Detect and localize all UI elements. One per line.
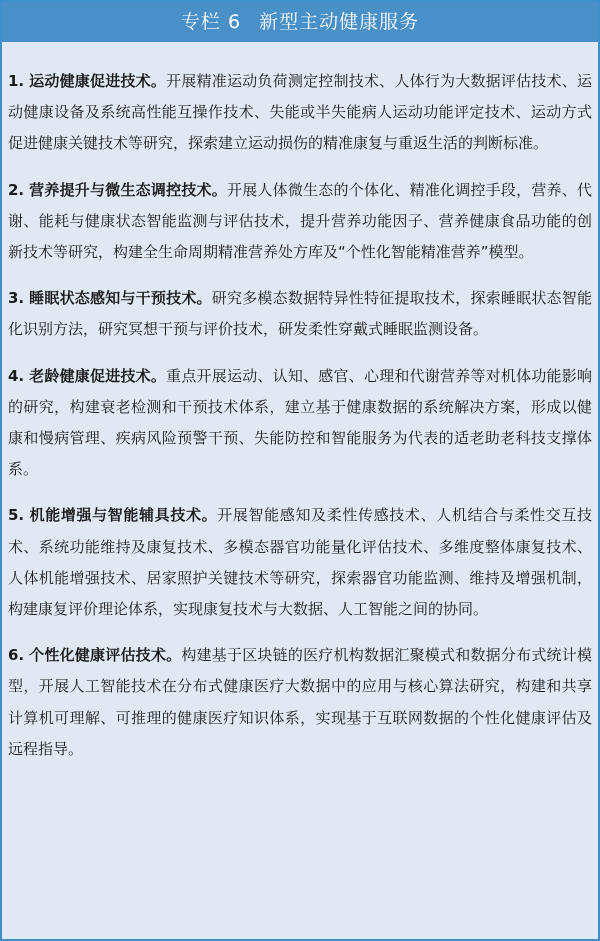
item-body: 构建基于区块链的医疗机构数据汇聚模式和数据分布式统计模型，开展人工智能技术在分布式健康医疗大数据中的应用与核心算法研究，构建和共享计算机可理解、可推理的健康医疗知识体系，实现基于互联网数据的个性化健康评估及远程指导。 bbox=[8, 646, 592, 758]
item-heading: 营养提升与微生态调控技术。 bbox=[29, 180, 227, 199]
list-item bbox=[8, 640, 592, 765]
item-heading: 运动健康促进技术。 bbox=[29, 72, 167, 90]
box-label: 专栏 6 bbox=[180, 11, 242, 33]
item-heading: 机能增强与智能辅具技术。 bbox=[29, 506, 218, 525]
item-body: 开展精准运动负荷测定控制技术、人体行为大数据评估技术、运动健康设备及系统高性能互操作技术、失能或半失能病人运动功能评定技术、运动方式促进健康关键技术等研究，探索建立运动损伤的精准康复与重返生活的判断标准。 bbox=[8, 72, 592, 153]
item-heading: 老龄健康促进技术。 bbox=[29, 366, 167, 385]
box-title-bar bbox=[2, 2, 598, 42]
item-heading: 个性化健康评估技术。 bbox=[29, 646, 182, 665]
item-number: 1. bbox=[8, 72, 25, 90]
list-item bbox=[8, 361, 592, 486]
box-title: 新型主动健康服务 bbox=[259, 11, 420, 33]
item-list bbox=[2, 42, 598, 765]
item-number: 5. bbox=[8, 506, 25, 525]
item-number: 6. bbox=[8, 646, 25, 665]
list-item bbox=[8, 66, 592, 160]
item-heading: 睡眠状态感知与干预技术。 bbox=[29, 289, 212, 308]
item-number: 2. bbox=[8, 180, 25, 199]
list-item bbox=[8, 283, 592, 345]
item-body: 研究多模态数据特异性特征提取技术，探索睡眠状态智能化识别方法，研究冥想干预与评价技术，研发柔性穿戴式睡眠监测设备。 bbox=[8, 289, 592, 339]
item-body: 开展智能感知及柔性传感技术、人机结合与柔性交互技术、系统功能维持及康复技术、多模态器官功能量化评估技术、多维度整体康复技术、人体机能增强技术、居家照护关键技术等研究，探索器官功能监测、维持及增强机制，构建康复评价理论体系，实现康复技术与大数据、人工智能之间的协同。 bbox=[8, 506, 592, 619]
list-item bbox=[8, 500, 592, 625]
list-item bbox=[8, 175, 592, 269]
item-number: 4. bbox=[8, 366, 25, 385]
item-body: 重点开展运动、认知、感官、心理和代谢营养等对机体功能影响的研究，构建衰老检测和干预技术体系，建立基于健康数据的系统解决方案，形成以健康和慢病管理、疾病风险预警干预、失能防控和智能服务为代表的适老助老科技支撑体系。 bbox=[8, 366, 592, 479]
item-body: 开展人体微生态的个体化、精准化调控手段，营养、代谢、能耗与健康状态智能监测与评估技术，提升营养功能因子、营养健康食品功能的创新技术等研究，构建全生命周期精准营养处方库及“个性化智能精准营养”模型。 bbox=[8, 180, 592, 262]
item-number: 3. bbox=[8, 289, 25, 308]
